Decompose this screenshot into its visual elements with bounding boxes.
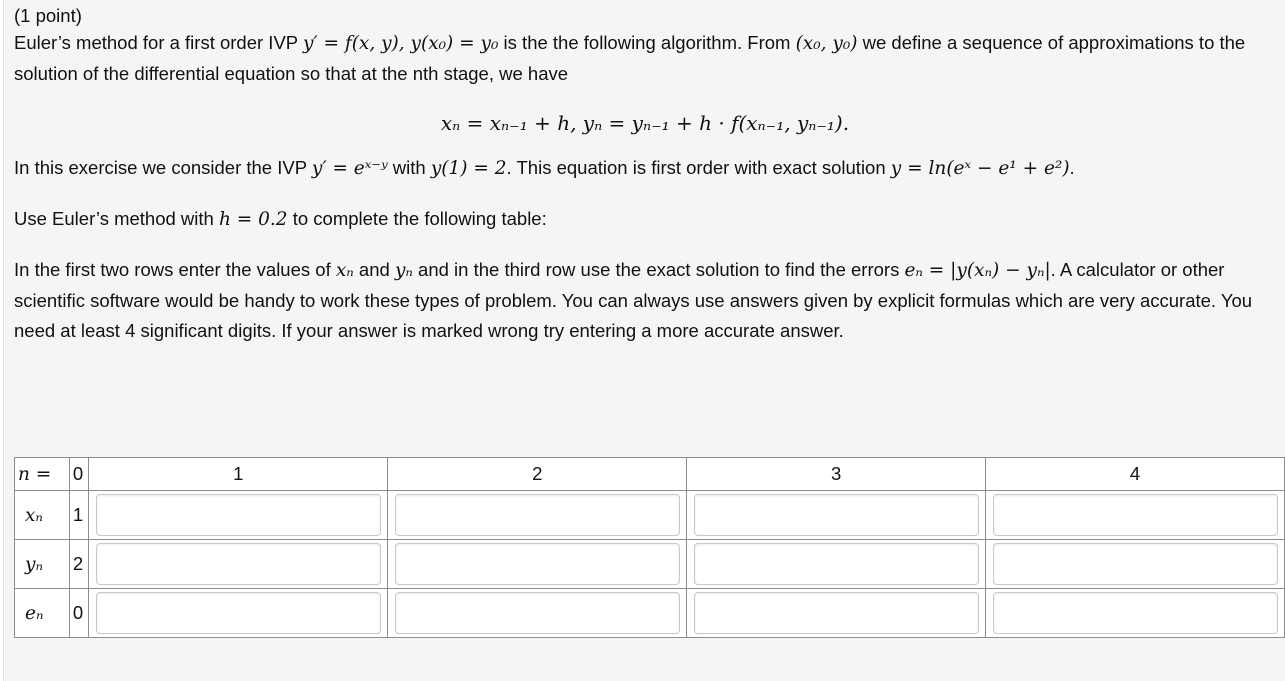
yn-input-2[interactable] [395,543,680,585]
ivp-equation: y′ = eˣ⁻ʸ [311,158,388,179]
euler-table [14,457,1285,638]
column-header-3: 3 [687,458,986,491]
en-input-3[interactable] [694,592,979,634]
column-header-1: 1 [89,458,388,491]
xn-symbol: xₙ [335,260,354,281]
table-row-xn [15,491,1285,540]
initial-point: (x₀, y₀) [795,33,858,54]
column-header-2: 2 [388,458,687,491]
row-label-yn: yₙ [15,540,70,589]
error-formula: eₙ = |y(xₙ) − yₙ| [904,260,1051,281]
ivp-text-c: . This equation is first order with exact solution [506,157,891,178]
table-row-en [15,589,1285,638]
use-text-a: Use Euler’s method with [14,208,219,229]
en-input-1[interactable] [96,592,381,634]
en-input-4[interactable] [993,592,1278,634]
inst-text-a: In the first two rows enter the values of [14,259,336,280]
yn-symbol: yₙ [394,260,413,281]
n0-header-value: 0 [69,458,89,491]
table-row-yn [15,540,1285,589]
exact-solution: y = ln(eˣ − e¹ + e²) [890,158,1070,179]
ivp-text-a: In this exercise we consider the IVP [14,157,312,178]
instructions-paragraph [14,255,1276,346]
xn-input-3[interactable] [694,494,979,536]
column-header-4: 4 [986,458,1285,491]
ivp-paragraph [14,153,1276,184]
problem-text [14,4,1276,346]
row-initial-xn: 1 [69,491,89,540]
row-initial-yn: 2 [69,540,89,589]
yn-input-3[interactable] [694,543,979,585]
use-text-b: to complete the following table: [287,208,547,229]
intro-text-a: Euler’s method for a first order IVP [14,32,303,53]
yn-input-4[interactable] [993,543,1278,585]
initial-condition: y(1) = 2 [430,158,507,179]
step-size: h = 0.2 [218,209,288,230]
points-label: (1 point) [14,5,82,26]
ivp-text-d: . [1069,157,1075,178]
en-input-2[interactable] [395,592,680,634]
intro-text-c: we define a sequence of approximations to the solution of the differential equation so that at the nth stage, we have [14,32,1246,84]
intro-paragraph [14,28,1276,89]
table-header-row [15,458,1285,491]
inst-text-d: . A calculator or other scientific software would be handy to work these types of problem. You can always use answers given by explicit formulas which are very accurate. You need at least 4 significant digits. If your answer is marked wrong try entering a more accurate answer. [14,259,1253,341]
inst-text-c: and in the third row use the exact solution to find the errors [412,259,905,280]
yn-input-1[interactable] [96,543,381,585]
ivp-general-equation: y′ = f(x, y), y(x₀) = y₀ [302,33,499,54]
inst-text-b: and [353,259,395,280]
ivp-text-b: with [387,157,431,178]
intro-text-b: is the the following algorithm. From [498,32,796,53]
use-paragraph [14,204,1276,235]
row-initial-en: 0 [69,589,89,638]
row-label-en: eₙ [15,589,70,638]
xn-input-4[interactable] [993,494,1278,536]
n-header-label: n = [15,458,70,491]
row-label-xn: xₙ [15,491,70,540]
xn-input-1[interactable] [96,494,381,536]
euler-formula: xₙ = xₙ₋₁ + h, yₙ = yₙ₋₁ + h · f(xₙ₋₁, yₙ₋₁). [440,111,850,135]
xn-input-2[interactable] [395,494,680,536]
